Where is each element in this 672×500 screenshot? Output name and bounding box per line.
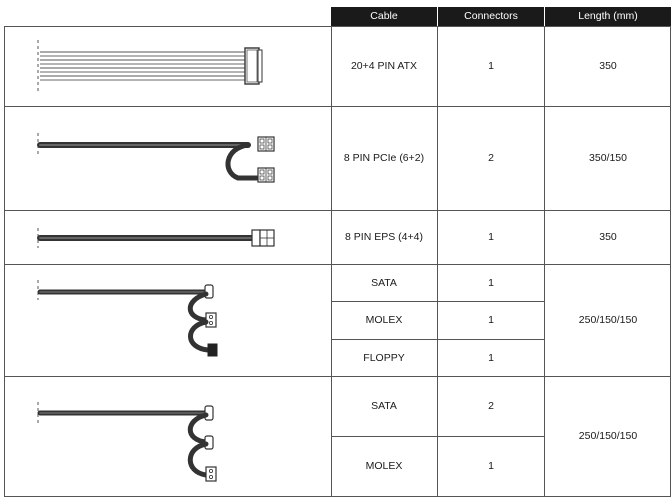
cable-length: 350/150 bbox=[589, 152, 627, 164]
cable-name: 8 PIN EPS (4+4) bbox=[345, 231, 423, 243]
cable-name: 20+4 PIN ATX bbox=[350, 60, 418, 72]
cable-name: MOLEX bbox=[365, 314, 403, 326]
connector-count: 1 bbox=[488, 60, 494, 72]
cable-length: 250/150/150 bbox=[578, 430, 638, 442]
cable-illustrations bbox=[0, 0, 331, 500]
cable-length: 350 bbox=[599, 231, 617, 243]
cable-name: FLOPPY bbox=[363, 351, 405, 364]
eps-8pin-cable-icon bbox=[38, 228, 274, 248]
connector-count: 2 bbox=[488, 400, 494, 412]
connector-count: 1 bbox=[488, 351, 494, 364]
pcie-8pin-cable-icon bbox=[38, 133, 274, 182]
sata-molex-floppy-cable-icon bbox=[38, 280, 217, 356]
cable-name: MOLEX bbox=[365, 460, 403, 472]
header-connectors: Connectors bbox=[438, 7, 544, 26]
atx-24pin-cable-icon bbox=[38, 40, 262, 92]
cable-name: SATA bbox=[371, 276, 397, 289]
cable-length: 350 bbox=[599, 60, 617, 72]
connector-count: 1 bbox=[488, 231, 494, 243]
sata-molex-cable-icon bbox=[38, 402, 216, 481]
cable-length: 250/150/150 bbox=[578, 314, 638, 326]
connector-count: 2 bbox=[488, 152, 494, 164]
cable-name: SATA bbox=[371, 400, 397, 412]
connector-count: 1 bbox=[488, 276, 494, 289]
header-cable: Cable bbox=[331, 7, 437, 26]
connector-count: 1 bbox=[488, 314, 494, 326]
header-length: Length (mm) bbox=[545, 7, 671, 26]
connector-count: 1 bbox=[488, 460, 494, 472]
cable-name: 8 PIN PCIe (6+2) bbox=[343, 152, 425, 164]
